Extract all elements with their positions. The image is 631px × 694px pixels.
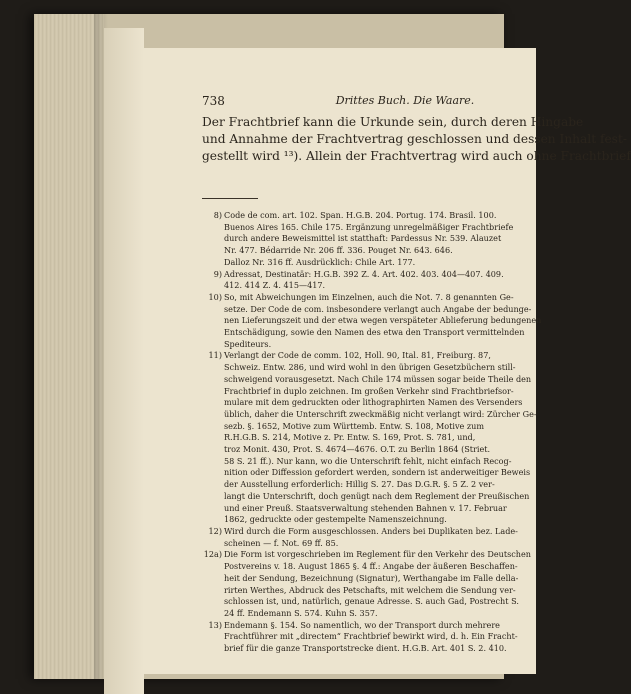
footnote-line: brief für die ganze Transportstrecke dient. H.G.B. Art. 401 S. 2. 410. <box>224 643 507 654</box>
footnote <box>202 291 542 351</box>
footnote-line: Frachtbrief in duplo zeichnen. Im großen Verkehr sind Frachtbriefsor- <box>224 385 514 396</box>
footnote-line: Postvereins v. 18. August 1865 §. 4 ff.: Angabe der äußeren Beschaffen- <box>224 561 518 572</box>
footnote-line: Nr. 477. Bédarride Nr. 206 ff. 336. Pouget Nr. 643. 646. <box>224 245 453 256</box>
main-text-line: Der Frachtbrief kann die Urkunde sein, durch deren Hingabe <box>202 115 584 129</box>
footnote-line: langt die Unterschrift, doch genügt nach dem Reglement der Preußischen <box>224 490 530 501</box>
footnote-line: 412. 414 Z. 4. 415—417. <box>224 280 326 291</box>
footnote-line: rirten Werthes, Abdruck des Petschafts, mit welchem die Sendung ver- <box>224 584 516 595</box>
footnote-line: Code de com. art. 102. Span. H.G.B. 204. Portug. 174. Brasil. 100. <box>224 210 497 220</box>
footnote-line: Wird durch die Form ausgeschlossen. Anders bei Duplikaten bez. Lade- <box>224 525 518 536</box>
footnote-line: R.H.G.B. S. 214, Motive z. Pr. Entw. S. 169, Prot. S. 781, und, <box>224 432 476 443</box>
footnote-line: Die Form ist vorgeschrieben im Reglement für den Verkehr des Deutschen <box>224 549 532 560</box>
footnote-line: 24 ff. Endemann S. 574. Kuhn S. 357. <box>224 607 378 618</box>
page-number: 738 <box>202 94 225 108</box>
page-header <box>202 94 528 108</box>
footnote <box>202 526 532 549</box>
footnote-line: sezb. §. 1652, Motive zum Württemb. Entw. S. 108, Motive zum <box>224 420 485 431</box>
footnote-number: 10) <box>208 291 222 302</box>
footnote-line: und einer Preuß. Staatsverwaltung stehenden Bahnen v. 17. Februar <box>224 502 507 513</box>
footnote-line: 1862, gedruckte oder gestempelte Namenszeichnung. <box>224 514 447 525</box>
footnote-line: Entschädigung, sowie den Namen des etwa den Transport vermittelnden <box>224 327 525 338</box>
book <box>34 14 631 679</box>
footnote-number: 11) <box>208 350 222 361</box>
footnote-line: Adressat, Destinatär: H.G.B. 392 Z. 4. Art. 402. 403. 404—407. 409. <box>224 268 504 279</box>
footnote-line: schweigend vorausgesetzt. Nach Chile 174 müssen sogar beide Theile den <box>224 373 532 384</box>
footnote <box>202 350 537 526</box>
footnote-number: 9) <box>213 268 222 279</box>
footnote-line: der Ausstellung erforderlich: Hillig S. 27. Das D.G.R. §. 5 Z. 2 ver- <box>224 479 495 490</box>
footnote-number: 13) <box>208 619 222 630</box>
footnote-line: nen Lieferungszeit und der etwa wegen verspäteter Ablieferung bedungenen <box>224 315 542 326</box>
book-page <box>142 48 631 674</box>
footnote-line: Spediteurs. <box>224 338 272 349</box>
footnote <box>202 269 532 292</box>
main-text-line: und Annahme der Frachtvertrag geschlossen und dessen Inhalt fest- <box>202 132 627 146</box>
running-title: Drittes Buch. Die Waare. <box>335 94 475 107</box>
main-text-line: gestellt wird ¹³). Allein der Frachtvertrag wird auch ohne Frachtbrief <box>202 149 631 163</box>
footnote-number: 8) <box>213 210 222 220</box>
footnote-line: nition oder Diffession gefordert werden, sondern ist anderweitiger Beweis <box>224 467 531 478</box>
footnote-line: troz Monit. 430, Prot. S. 4674—4676. O.T. zu Berlin 1864 (Striet. <box>224 444 491 455</box>
footnote-line: Endemann §. 154. So namentlich, wo der Transport durch mehrere <box>224 619 500 630</box>
footnote-line: Buenos Aires 165. Chile 175. Ergänzung unregelmäßiger Frachtbriefe <box>224 221 514 232</box>
footnote-line: durch andere Beweismittel ist statthaft: Pardessus Nr. 539. Alauzet <box>224 233 502 244</box>
footnotes <box>202 210 542 655</box>
footnote-line: 58 S. 21 ff.). Nur kann, wo die Unterschrift fehlt, nicht einfach Recog- <box>224 455 512 466</box>
footnote-line: Dalloz Nr. 316 ff. Ausdrücklich: Chile Art. 177. <box>224 256 416 267</box>
footnote-line: mulare mit dem gedruckten oder lithographirten Namen des Versenders <box>224 397 523 408</box>
footnote-number: 12) <box>208 525 222 536</box>
footnote-line: So, mit Abweichungen im Einzelnen, auch die Not. 7. 8 genannten Ge- <box>224 291 514 302</box>
main-text <box>202 114 631 165</box>
footnote <box>202 620 532 655</box>
footnote <box>202 210 532 269</box>
footnote <box>202 549 532 619</box>
footnote-line: Verlangt der Code de comm. 102, Holl. 90, Ital. 81, Freiburg. 87, <box>224 350 491 361</box>
footnote-line: heit der Sendung, Bezeichnung (Signatur), Werthangabe im Falle della- <box>224 572 519 583</box>
footnote-line: scheinen — f. Not. 69 ff. 85. <box>224 537 339 548</box>
footnote-line: schlossen ist, und, natürlich, genaue Adresse. S. auch Gad, Postrecht S. <box>224 596 519 607</box>
footnote-number: 12a) <box>203 549 222 560</box>
footnote-line: setze. Der Code de com. insbesondere verlangt auch Angabe der bedunge- <box>224 303 532 314</box>
footnote-separator <box>202 198 258 199</box>
footnote-line: Frachtführer mit „directem“ Frachtbrief bewirkt wird, d. h. Ein Fracht- <box>224 631 518 642</box>
footnote-line: Schweiz. Entw. 286, und wird wohl in den übrigen Gesetzbüchern still- <box>224 362 516 373</box>
footnote-line: üblich, daher die Unterschrift zweckmäßig nicht verlangt wird: Zürcher Ge- <box>224 408 537 419</box>
